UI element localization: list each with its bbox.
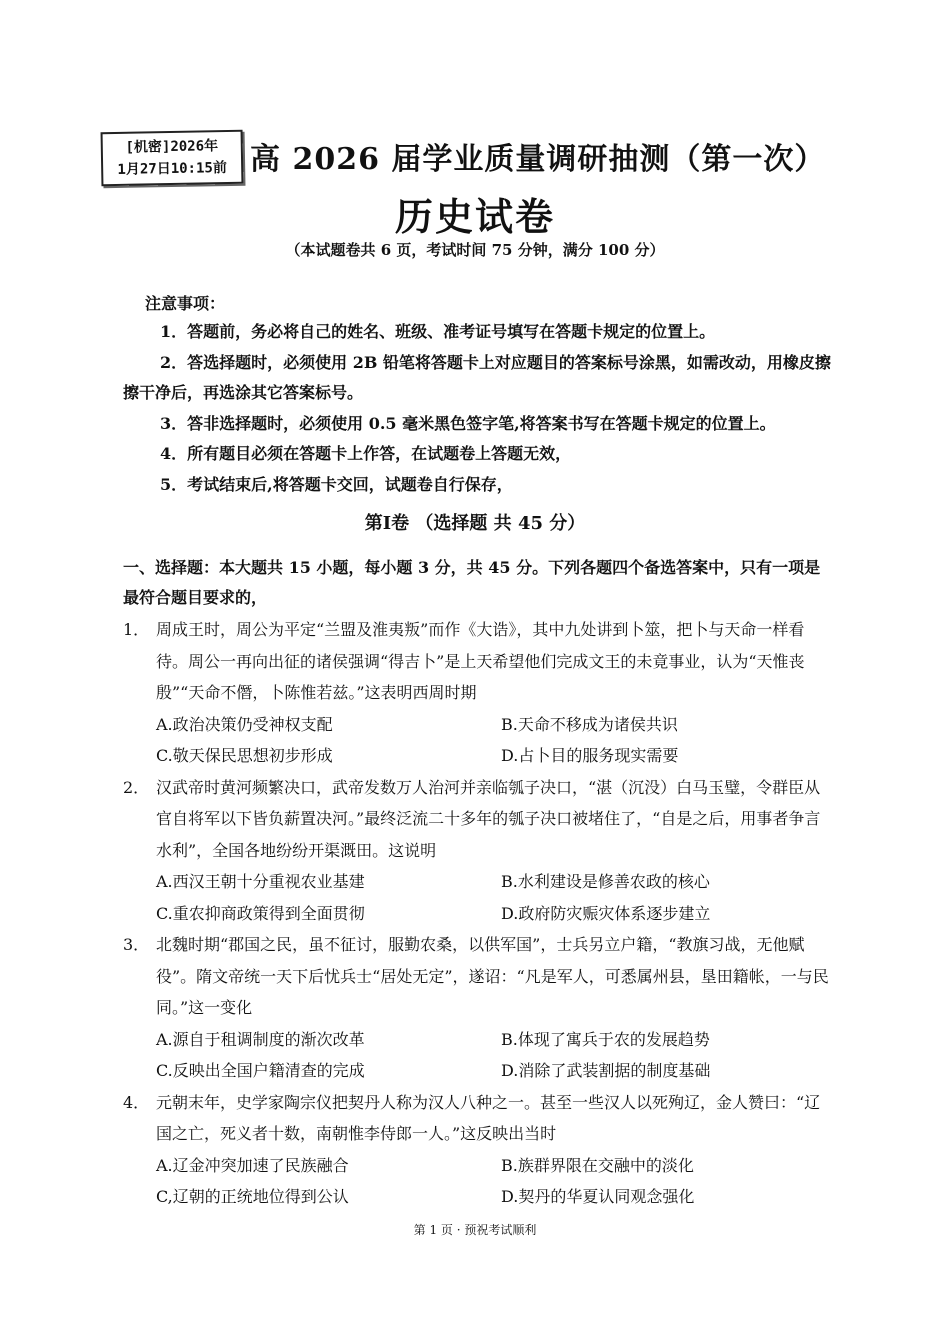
exam-info: （本试题卷共 6 页，考试时间 75 分钟，满分 100 分） bbox=[285, 241, 665, 259]
option-b: B.水利建设是修善农政的核心 bbox=[501, 872, 710, 891]
option-d: D.占卜目的服务现实需要 bbox=[501, 746, 679, 765]
option-d: D.契丹的华夏认同观念强化 bbox=[501, 1187, 695, 1206]
subject-title: 历史试卷 bbox=[394, 194, 555, 239]
exam-title: 高 2026 届学业质量调研抽测（第一次） bbox=[250, 142, 826, 177]
stamp-line-1: [机密]2026年 bbox=[125, 138, 219, 156]
option-c: C.敬天保民思想初步形成 bbox=[156, 746, 333, 765]
notice-item: 1．答题前，务必将自己的姓名、班级、准考证号填写在答题卡规定的位置上。 bbox=[160, 322, 716, 341]
option-a: A.西汉王朝十分重视农业基建 bbox=[156, 872, 365, 891]
option-b: B.天命不移成为诸侯共识 bbox=[501, 714, 678, 734]
option-c: C.反映出全国户籍清查的完成 bbox=[156, 1061, 365, 1080]
option-a: A.辽金冲突加速了民族融合 bbox=[156, 1155, 349, 1175]
question-stem: 汉武帝时黄河频繁决口，武帝发数万人治河并亲临瓠子决口，“湛（沉没）白马玉璧，令群臣从官自将军以下皆负薪置决河。”最终泛流二十多年的瓠子决口被堵住了，“自是之后，用事者争言水利”，全国各地纷纷开渠溉田。这说明 bbox=[156, 777, 821, 860]
option-a: A.源自于租调制度的渐次改革 bbox=[156, 1029, 365, 1049]
question-2 bbox=[123, 772, 835, 930]
option-c: C,辽朝的正统地位得到公认 bbox=[156, 1187, 349, 1206]
question-3 bbox=[123, 929, 835, 1087]
notice-heading: 注意事项： bbox=[145, 294, 226, 313]
option-c: C.重农抑商政策得到全面贯彻 bbox=[156, 903, 365, 923]
notice-list bbox=[123, 317, 833, 500]
question-number: 4． bbox=[123, 1092, 150, 1112]
part-instruction: 一、选择题：本大题共 15 小题，每小题 3 分，共 45 分。下列各题四个备选答案中，只有一项是最符合题目要求的， bbox=[123, 558, 821, 607]
option-b: B.族群界限在交融中的淡化 bbox=[501, 1155, 694, 1175]
question-number: 3． bbox=[123, 935, 150, 954]
notice-item: 5．考试结束后,将答题卡交回，试题卷自行保存， bbox=[160, 474, 513, 494]
question-number: 2． bbox=[123, 777, 150, 797]
question-stem: 周成王时，周公为平定“兰盟及淮夷叛”而作《大诰》，其中九处讲到卜筮，把卜与天命一样看待。周公一再向出征的诸侯强调“得吉卜”是上天希望他们完成文王的未竟事业，认为“天惟丧殷”“天命不僭，卜陈惟若兹。”这表明西周时期 bbox=[156, 620, 805, 702]
question-stem: 北魏时期“郡国之民，虽不征讨，服勤农桑，以供军国”，士兵另立户籍，“教旗习战，无他赋役”。隋文帝统一天下后忧兵士“居处无定”，遂诏：“凡是军人，可悉属州县，垦田籍帐，一与民同。”这一变化 bbox=[156, 935, 829, 1017]
question-stem: 元朝末年，史学家陶宗仪把契丹人称为汉人八种之一。甚至一些汉人以死殉辽，金人赞曰：“辽国之亡，死义者十数，南朝惟李侍郎一人。”这反映出当时 bbox=[156, 1092, 821, 1143]
confidential-stamp bbox=[101, 130, 244, 186]
question-1 bbox=[123, 614, 835, 772]
option-a: A.政治决策仍受神权支配 bbox=[156, 714, 333, 734]
option-d: D.政府防灾赈灾体系逐步建立 bbox=[501, 903, 711, 923]
option-b: B.体现了寓兵于农的发展趋势 bbox=[501, 1029, 710, 1049]
notice-item: 2．答选择题时，必须使用 2B 铅笔将答题卡上对应题目的答案标号涂黑，如需改动，用橡皮擦擦干净后，再选涂其它答案标号。 bbox=[123, 352, 831, 402]
page-footer: 第 1 页 · 预祝考试顺利 bbox=[413, 1223, 537, 1237]
stamp-line-2: 1月27日10:15前 bbox=[117, 160, 228, 178]
section-title: 第Ⅰ卷 （选择题 共 45 分） bbox=[364, 513, 586, 534]
option-d: D.消除了武装割据的制度基础 bbox=[501, 1061, 711, 1080]
question-number: 1． bbox=[123, 620, 150, 639]
notice-item: 4．所有题目必须在答题卡上作答，在试题卷上答题无效， bbox=[160, 444, 572, 463]
question-list bbox=[123, 614, 835, 1213]
question-4 bbox=[123, 1087, 835, 1213]
notice-item: 3．答非选择题时，必须使用 0.5 毫米黑色签字笔,将答案书写在答题卡规定的位置上。 bbox=[160, 413, 776, 433]
